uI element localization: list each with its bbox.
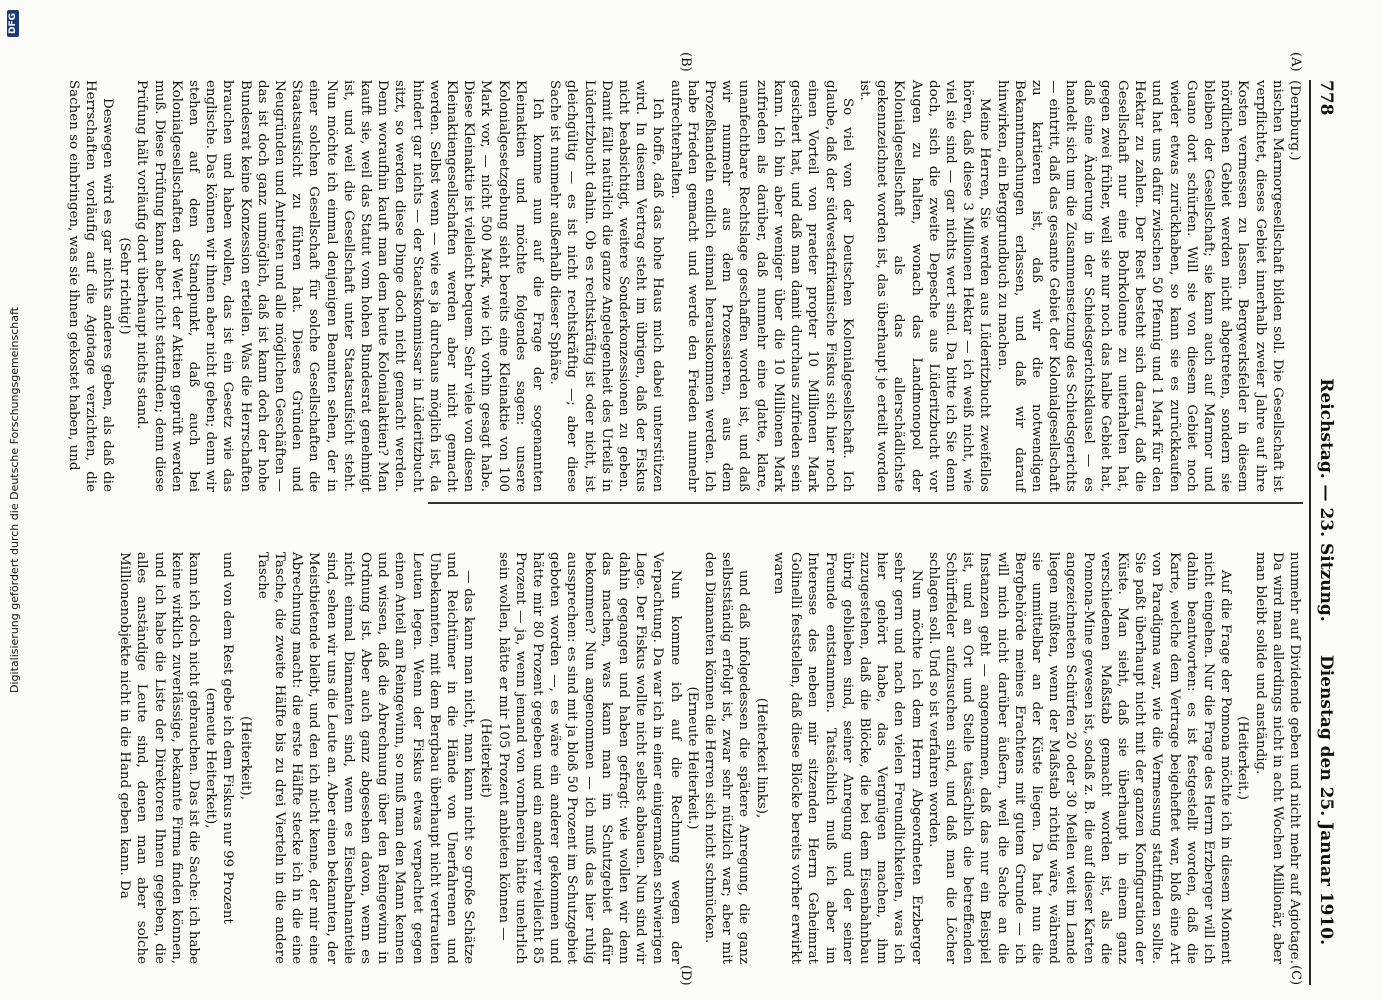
interjection: (erneute Heiterkeit), [203,687,219,829]
paragraph: kann ich doch nicht gebrauchen. Das ist die Sache: ich habe keine wirklich zuverlässige, bekannte Firma finden können, und ich habe die Liste der Direktoren Ihnen gegeben, die alles anständige Leute sind, denen man aber solche Millionenobjekte nicht in die Hand geben kann. Da [117,552,201,964]
funding-credit: Digitalisierung gefördert durch die Deutsche Forschungsgemeinschaft [8,307,21,693]
interjection: (Erneute Heiterkeit.) [684,686,700,830]
interjection: (Heiterkeit) [478,718,494,798]
paragraph: Ich komme nun auf die Frage der sogenannten Kleinaktien und möchte folgendes sagen: unsere Kolonialgesetzgebung sieht bereits eine Kleinaktie von 100 Mark vor, — nicht 500 Mark, wie ich vorhin gesagt habe. Diese Kleinaktie ist vielleicht bequem. Sehr viele von diesen Kleinaktiengesellschaften werden aber nicht gemacht werden. Selbst wenn — wie es ja durchaus möglich ist, da hindert gar nichts — der Staatskommissar in Lüderitzbucht sitzt, so werden diese Dinge doch nicht gemacht werden. Denn woraufhin kauft man dem heute Kolonialaktien? Man kauft sie, weil das Statut vom hohen Bundesrat genehmigt ist, und weil die Gesellschaft unter Staatsaufsicht steht. Nun möchte ich einmal denjenigen Beamten sehen, der in einer solchen Gesellschaft für solche Gesellschaften die Staatsaufsicht zu führen hat. Dieses Gründen und Neugründen und Antreten und alle möglichen Geschäften — das ist doch ganz unmöglich, daß ist kann doch der hohe Bundesrat keine Konzession erteilen. Was die Herrschaften brauchen und haben wollen, das ist ein Gesetz wie das englische. Das können wir ihnen aber nicht geben; denn wir stehen auf dem Standpunkt, daß auch bei Kolonialgesellschaften der Wert der Aktien geprüft werden muß. Diese Prüfung kann aber nicht stattfinden; denn diese Prüfung hält vorläufig dort überhaupt nichts stand. [134,80,546,492]
paragraph: Deswegen wird es gar nichts anderes geben, als daß die Herrschaften vorläufig auf die Agiotage verzichten, die Sachen so einbringen, was sie ihnen gekostet haben, und [65,80,115,492]
left-text-column [64,80,1303,492]
column-divider [428,502,1303,504]
paragraph: Nun möchte ich dem Herrn Abgeordneten Erzberger sehr gern und nach den vielen Freundlichkeiten, was ich hier gehört habe, das Vergnügen machen, ihm zuzugestehen, daß die Blöcke, die bei dem Eisenbahnbau übrig geblieben sind, seiner Anregung und der seiner Freunde entstammen. Tatsächlich muß ich aber im Interesse des neben mir sitzenden Herrn Geheimrat Golinelli feststellen, daß diese Blöcke bereits vorher erwirkt waren [770,552,924,964]
paragraph: Nun komme ich auf die Rechnung wegen der Verpachtung. Da war ich in einer einigermaßen schwierigen Lage. Der Fiskus wollte nicht selbst abbauen. Nun sind wir dahin gegangen und haben gefragt: wie wollen wir denn das machen, was kann man im Schutzgebiet dafür bekommen? Nun angenommen — ich muß das hier ruhig aussprechen: es sind mit ja bloß 50 Prozent im Schutzgebiet geboten worden —, es wäre ein anderer gekommen und hätte mir 80 Prozent gegeben und ein anderer vielleicht 85 Prozent — ja, wenn jemand von vornherein hätte unehrlich sein wollen, hätte er mir 105 Prozent anbieten können — [495,552,683,964]
paragraph: nunmehr auf Dividende geben und nicht mehr auf Agiotage. Da wird man allerdings nicht in acht Wochen Millionär, aber man bleibt solide und anständig. [1252,552,1302,964]
paragraph: Ich hoffe, daß das hohe Haus mich dabei unterstützen wird. In diesem Vertrag steht im übrigen, daß der Fiskus nicht beabsichtigt, weitere Sonderkonzessionen zu geben. Damit fällt natürlich die ganze Angelegenheit des Urteils in Lüderitzbucht dahin. Ob es rechtskräftig ist oder nicht, ist gleichgültig — es ist nicht rechtskräftig —; aber diese Sache ist nunmehr außerhalb dieser Sphäre. [547,80,666,492]
paragraph: So viel von der Deutschen Kolonialgesellschaft. Ich glaube, daß der südwestafrikanische Fiskus sich hier noch einen Vorteil von praeter propter 10 Millionen Mark gesichert hat, und daß man damit durchaus zufrieden sein kann. Ich bin aber weniger über die 10 Millionen Mark zufrieden als darüber, daß nunmehr eine glatte, klare, unanfechtbare Rechtslage geschaffen worden ist, und daß wir nunmehr aus dem Prozessieren, aus dem Prozeßhandeln endlich einmal herauskommen werden. Ich habe Frieden gemacht und werde den Frieden nunmehr aufrechterhalten. [667,80,855,492]
header-rule [1309,80,1311,985]
interjection: (Heiterkeit.) [1235,716,1251,800]
paragraph: und daß infolgedessen die spätere Anregung, die ganz selbstständig erfolgt ist, zwar sehr nützlich war; aber mit den Diamanten können die Herren sich nicht schmücken. [702,552,752,964]
paragraph: Auf die Frage der Pomona möchte ich in diesem Moment nicht eingehen. Nur die Frage des Herrn Erzberger will ich dahin beantworten: es ist festgestellt worden, daß die Karte, welche dem Vertrage beigeheftet war, bloß eine Art von Paradigma war, wie die Vermessung stattfinden sollte. Sie paßt überhaupt nicht mit der ganzen Konfiguration der Küste. Man sieht, daß sie überhaupt in einem ganz verschiedenen Maßstab gemacht worden ist, als die Pomona-Mine gewesen ist, sodaß z. B. die auf dieser Karten angezeichneten Schürfen 20 oder 30 Meilen weit im Lande liegen müßten, wenn der Maßstab richtig wäre, während sie unmittelbar an der Küste liegen. Da hat nun die Bergbehörde meines Erachtens mit gutem Grunde — ich will mich nicht darüber äußern, weil die Sache an die Instanzen geht — angenommen, daß das nur ein Beispiel ist, und an Ort und Stelle tatsächlich die betreffenden Schürffelder aufzusuchen sind, und daß man die Löcher schlagen soll. Und so ist verfahren worden. [925,552,1234,964]
right-text-column [116,552,1303,964]
page-number: 778 [1316,80,1336,116]
interjection: (Heiterkeit links), [753,697,769,819]
margin-marker-c: (C) [1288,965,1303,986]
header-title: Reichstag. — 23. Sitzung. [1316,378,1336,622]
interjection: (Sehr richtig!) [117,237,133,335]
paragraph: nischen Marmorgesellschaft bilden soll. Die Gesellschaft ist verpflichtet, dieses Gebiet innerhalb zweier Jahre auf ihre Kosten vermessen zu lassen. Bergwerksfelder in diesem nördlichen Gebiet werden nicht abgetreten, sondern sie bleiben der Gesellschaft; sie kann auch auf Marmor und Guano dort schürfen. Will sie von diesem Gebiet noch wieder etwas zurückhaben, so kann sie es zurückkaufen und hat uns dafür zwischen 50 Pfennig und 1 Mark für den Hektar zu zahlen. Der Rest besteht sich darauf, daß die Gesellschaft nur eine Bohrkolonne zu unterhalten hat, gegen zwei früher, weil sie nur noch das halbe Gebiet hat, daß eine Änderung in der Schiedsgerichtsklausel — es handelt sich um die Zusammensetzung des Schiedsgerichts — eintritt, daß das gesamte Gebiet der Kolonialgesellschaft zu kartieren ist, daß wir die notwendigen Bekanntmachungen erlassen, und daß wir darauf hinwirken, ein Berggrundbuch zu machen. [994,80,1285,492]
paragraph: — das kann man nicht, man kann nicht so große Schätze und Reichtümer in die Hände von Unerfahrenen und Unbekannten, mit dem Bergbau überhaupt nicht vertrauten Leuten legen. Wenn der Fiskus etwas verpachtet gegen einen Anteil am Reingewinn, so muß man den Mann kennen und wissen, daß die Abrechnung über den Reingewinn in Ordnung ist. Aber auch ganz abgesehen davon, wenn es nicht einmal Diamanten sind, wenn es Eisenbahnanteile sind, sehen wir uns die Leute an. Aber einen bekannten, der Meistbietende bleibt, und den ich nicht kenne, der mir eine Abrechnung macht: die erste Hälfte stecke ich in die eine Tasche, die zweite Hälfte bis zu drei Vierteln in die andere Tasche [254,552,477,964]
paragraph: (Dernburg.) [1287,80,1302,161]
interjection: (Heiterkeit), [237,716,253,800]
page-header [1310,0,1338,1000]
header-date: Dienstag den 25. Januar 1910. [1316,655,1336,945]
margin-marker-d: (D) [678,965,693,986]
paragraph: und von dem Rest gebe ich dem Fiskus nur 99 Prozent [220,552,236,924]
dfg-logo: DFG [7,10,19,37]
margin-marker-a: (A) [1288,52,1303,72]
paragraph: Meine Herren, Sie werden aus Lüderitzbucht zweifellos hören, daß diese 3 Millionen Hektar — ich weiß nicht, wie viel sie sind — gar nichts wert sind. Da bitte ich Sie denn doch, sich die zweite Depesche aus Lüderitzbucht vor Augen zu halten, wonach das Landmonopol der Kolonialgesellschaft als das allerschädlichste gekennzeichnet worden ist, das überhaupt je erteilt worden ist. [856,80,993,492]
margin-marker-b: (B) [678,52,693,72]
page-footer [0,0,32,1000]
